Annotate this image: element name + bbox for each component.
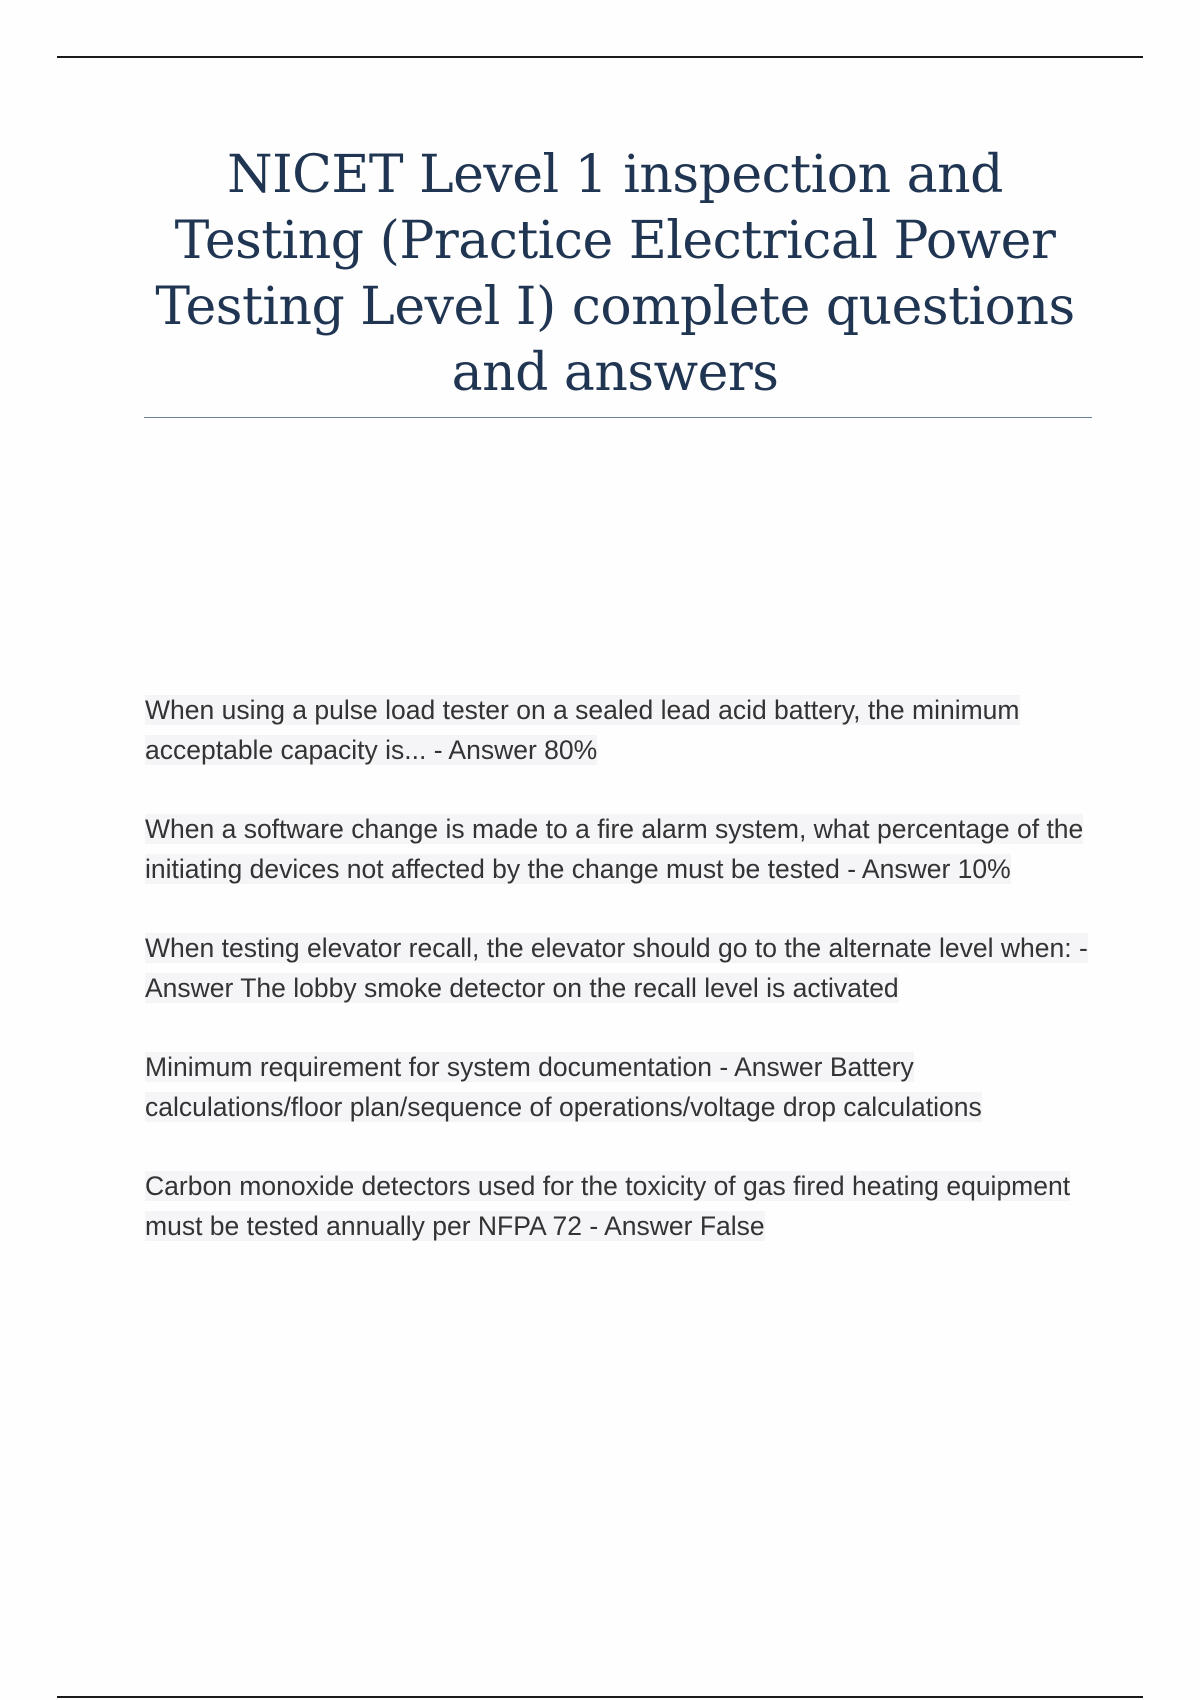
- qa-item-text: Minimum requirement for system documentation - Answer Battery calculations/floor plan/sequence of operations/voltage drop calculations: [145, 1052, 982, 1122]
- qa-item: [145, 690, 1090, 770]
- header-rule: [57, 56, 1143, 58]
- qa-item: [145, 1047, 1090, 1127]
- title-underline: [144, 417, 1092, 418]
- qa-item-text: When using a pulse load tester on a sealed lead acid battery, the minimum acceptable capacity is... - Answer 80%: [145, 695, 1020, 765]
- qa-item-text: When testing elevator recall, the elevator should go to the alternate level when: - Answer The lobby smoke detector on the recall level is activated: [145, 933, 1088, 1003]
- footer-rule: [57, 1696, 1143, 1698]
- qa-item: [145, 928, 1090, 1008]
- qa-item-text: When a software change is made to a fire alarm system, what percentage of the initiating devices not affected by the change must be tested - Answer 10%: [145, 814, 1084, 884]
- qa-list: [145, 690, 1090, 1285]
- qa-item: [145, 809, 1090, 889]
- document-title: NICET Level 1 inspection and Testing (Practice Electrical Power Testing Level I) complete questions and answers: [155, 145, 1075, 403]
- qa-item-text: Carbon monoxide detectors used for the toxicity of gas fired heating equipment must be tested annually per NFPA 72 - Answer False: [145, 1171, 1071, 1241]
- qa-item: [145, 1166, 1090, 1246]
